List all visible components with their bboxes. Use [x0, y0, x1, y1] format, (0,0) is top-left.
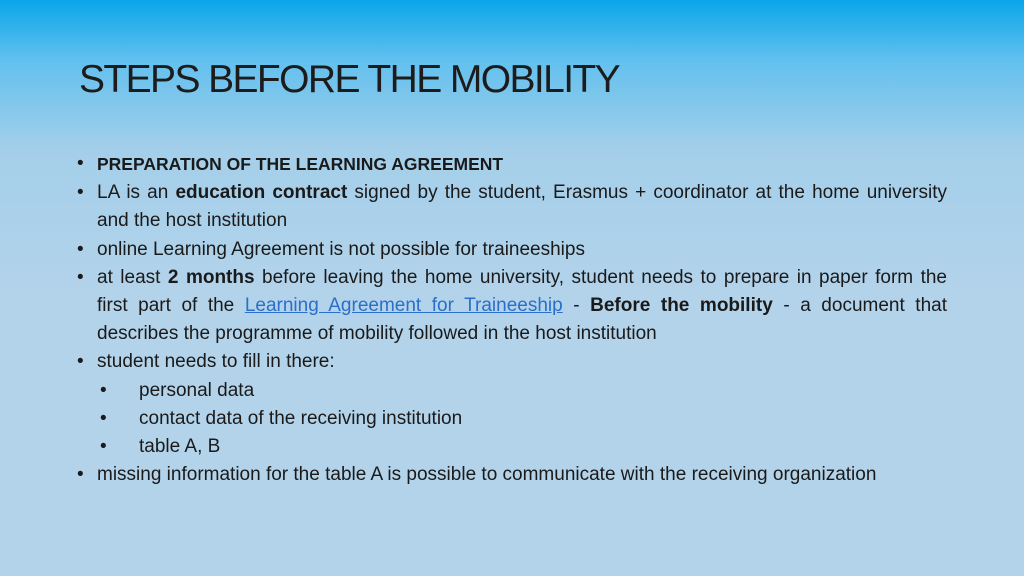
bullet-icon: •	[100, 407, 107, 429]
bullet-text: LA is an	[97, 182, 176, 204]
sub-bullet-item	[77, 377, 947, 405]
bullet-item-two-months	[77, 264, 947, 349]
bullet-text: at least	[97, 266, 168, 288]
sub-bullet-text: contact data of the receiving institution	[139, 407, 463, 429]
bullet-icon: •	[100, 379, 107, 401]
sub-bullet-text: table A, B	[139, 436, 221, 458]
bullet-icon: •	[100, 436, 107, 458]
bullet-item-la-contract	[77, 179, 947, 235]
bullet-icon: •	[77, 238, 84, 260]
learning-agreement-link[interactable]: Learning Agreement for Traineeship	[244, 295, 563, 317]
bullet-text: student needs to fill in there:	[97, 351, 335, 373]
bullet-item-preparation	[77, 150, 947, 179]
bullet-bold-text: Before the mobility	[590, 295, 773, 317]
bullet-heading: PREPARATION OF THE LEARNING AGREEMENT	[97, 154, 504, 174]
bullet-text: - a document that describes the programme of mobility followed in the host institution	[97, 295, 947, 345]
bullet-text: before leaving the home university, student needs to prepare in paper form the first part of the	[97, 266, 947, 317]
bullet-icon: •	[77, 351, 84, 373]
bullet-bold-text: 2 months	[167, 266, 255, 288]
bullet-text: missing information for the table A is possible to communicate with the receiving organization	[97, 464, 877, 486]
bullet-bold-text: education contract	[175, 182, 348, 204]
bullet-text: -	[562, 295, 591, 317]
sub-bullet-item	[77, 433, 947, 461]
bullet-text: signed by the student, Erasmus + coordinator at the home university and the host institution	[97, 182, 947, 232]
bullet-icon: •	[77, 182, 84, 204]
bullet-icon: •	[77, 153, 84, 174]
sub-bullet-item	[77, 405, 947, 433]
bullet-icon: •	[77, 266, 84, 288]
slide-title: STEPS BEFORE THE MOBILITY	[79, 58, 620, 101]
sub-bullet-text: personal data	[139, 379, 255, 401]
bullet-icon: •	[77, 464, 84, 486]
bullet-text: online Learning Agreement is not possible for traineeships	[97, 238, 585, 260]
bullet-item-missing-info	[77, 461, 947, 489]
bullet-list	[77, 150, 947, 489]
bullet-item-online-la	[77, 236, 947, 264]
bullet-item-fill-in	[77, 348, 947, 376]
